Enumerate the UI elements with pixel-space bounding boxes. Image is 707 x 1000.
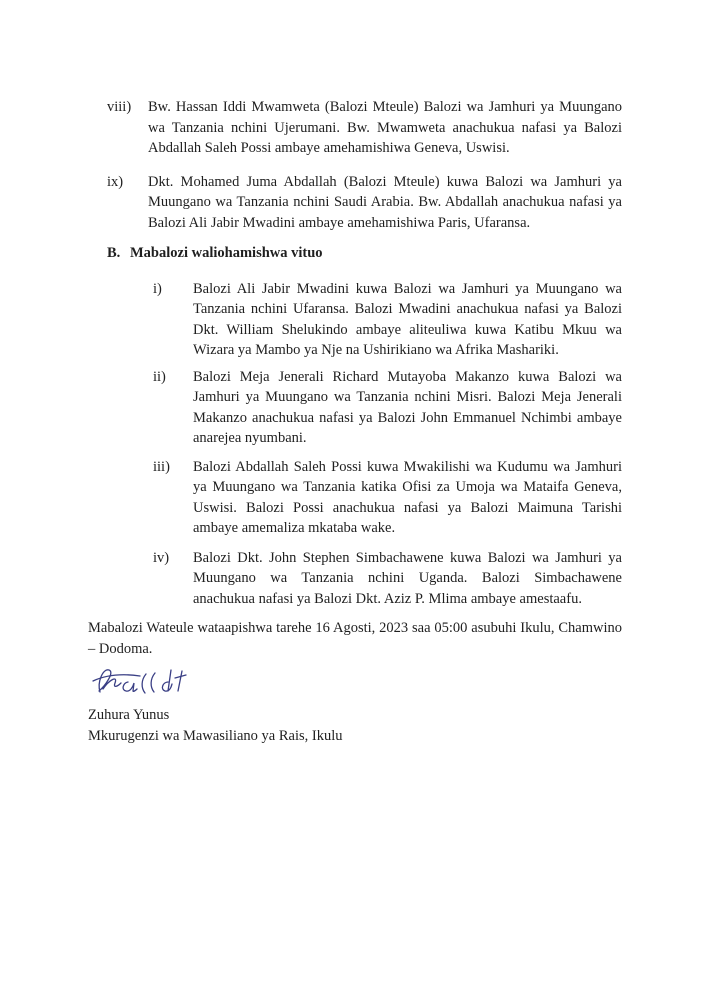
list-item-text: Dkt. Mohamed Juma Abdallah (Balozi Mteule) kuwa Balozi wa Jamhuri ya Muungano wa Tanzania nchini Saudi Arabia. Bw. Abdallah anachukua nafasi ya Balozi Ali Jabir Mwadini ambaye amehamishiwa Paris, Ufaransa. [148,173,622,231]
section-label: B. [107,245,121,261]
signatory-title: Mkurugenzi wa Mawasiliano ya Rais, Ikulu [88,727,343,744]
list-item [88,97,622,159]
list-item-text: Balozi Meja Jenerali Richard Mutayoba Makanzo kuwa Balozi wa Jamhuri ya Muungano wa Tanzania nchini Misri. Balozi Meja Jenerali Makanzo anachukua nafasi ya Balozi John Emmanuel Nchimbi ambaye anarejea nyumbani. [193,368,622,446]
list-item-text: Balozi Ali Jabir Mwadini kuwa Balozi wa Jamhuri ya Muungano wa Tanzania nchini Ufaransa. Balozi Mwadini anachukua nafasi ya Balozi Dkt. William Shelukindo ambaye aliteuliwa kuwa Katibu Mkuu wa Wizara ya Mambo ya Nje na Ushirikiano wa Afrika Mashariki. [193,280,622,358]
list-item [88,172,622,234]
list-item-number: viii) [107,99,132,115]
section-heading [88,243,622,264]
list-item [88,367,622,449]
closing-paragraph: Mabalozi Wateule wataapishwa tarehe 16 Agosti, 2023 saa 05:00 asubuhi Ikulu, Chamwino – Dodoma. [88,620,622,657]
list-item-number: ix) [107,173,124,190]
list-item [88,457,622,539]
list-item-text: Balozi Abdallah Saleh Possi kuwa Mwakilishi wa Kudumu wa Jamhuri ya Muungano wa Tanzania katika Ofisi za Umoja wa Mataifa Geneva, Uswisi. Balozi Possi anachukua nafasi ya Balozi Maimuna Tarishi ambaye amemaliza mkataba wake. [193,458,622,536]
signature-block [88,662,622,746]
section-title: Mabalozi waliohamishwa vituo [130,245,323,261]
list-item-text: Bw. Hassan Iddi Mwamweta (Balozi Mteule) Balozi wa Jamhuri ya Muungano wa Tanzania nchini Ujerumani. Bw. Mwamweta anachukua nafasi ya Balozi Abdallah Saleh Possi ambaye amehamishiwa Geneva, Uswisi. [148,99,622,156]
signature-scribble-icon [90,662,190,704]
list-item-number: i) [153,280,162,297]
list-item-text: Balozi Dkt. John Stephen Simbachawene kuwa Balozi wa Jamhuri ya Muungano wa Tanzania nchini Uganda. Balozi Simbachawene anachukua nafasi ya Balozi Dkt. Aziz P. Mlima ambaye amestaafu. [193,549,622,607]
list-item-number: iii) [153,458,170,475]
list-item [88,548,622,610]
list-item-number: ii) [153,368,166,385]
list-item-number: iv) [153,549,170,566]
list-item [88,279,622,361]
signatory-name: Zuhura Yunus [88,707,170,723]
